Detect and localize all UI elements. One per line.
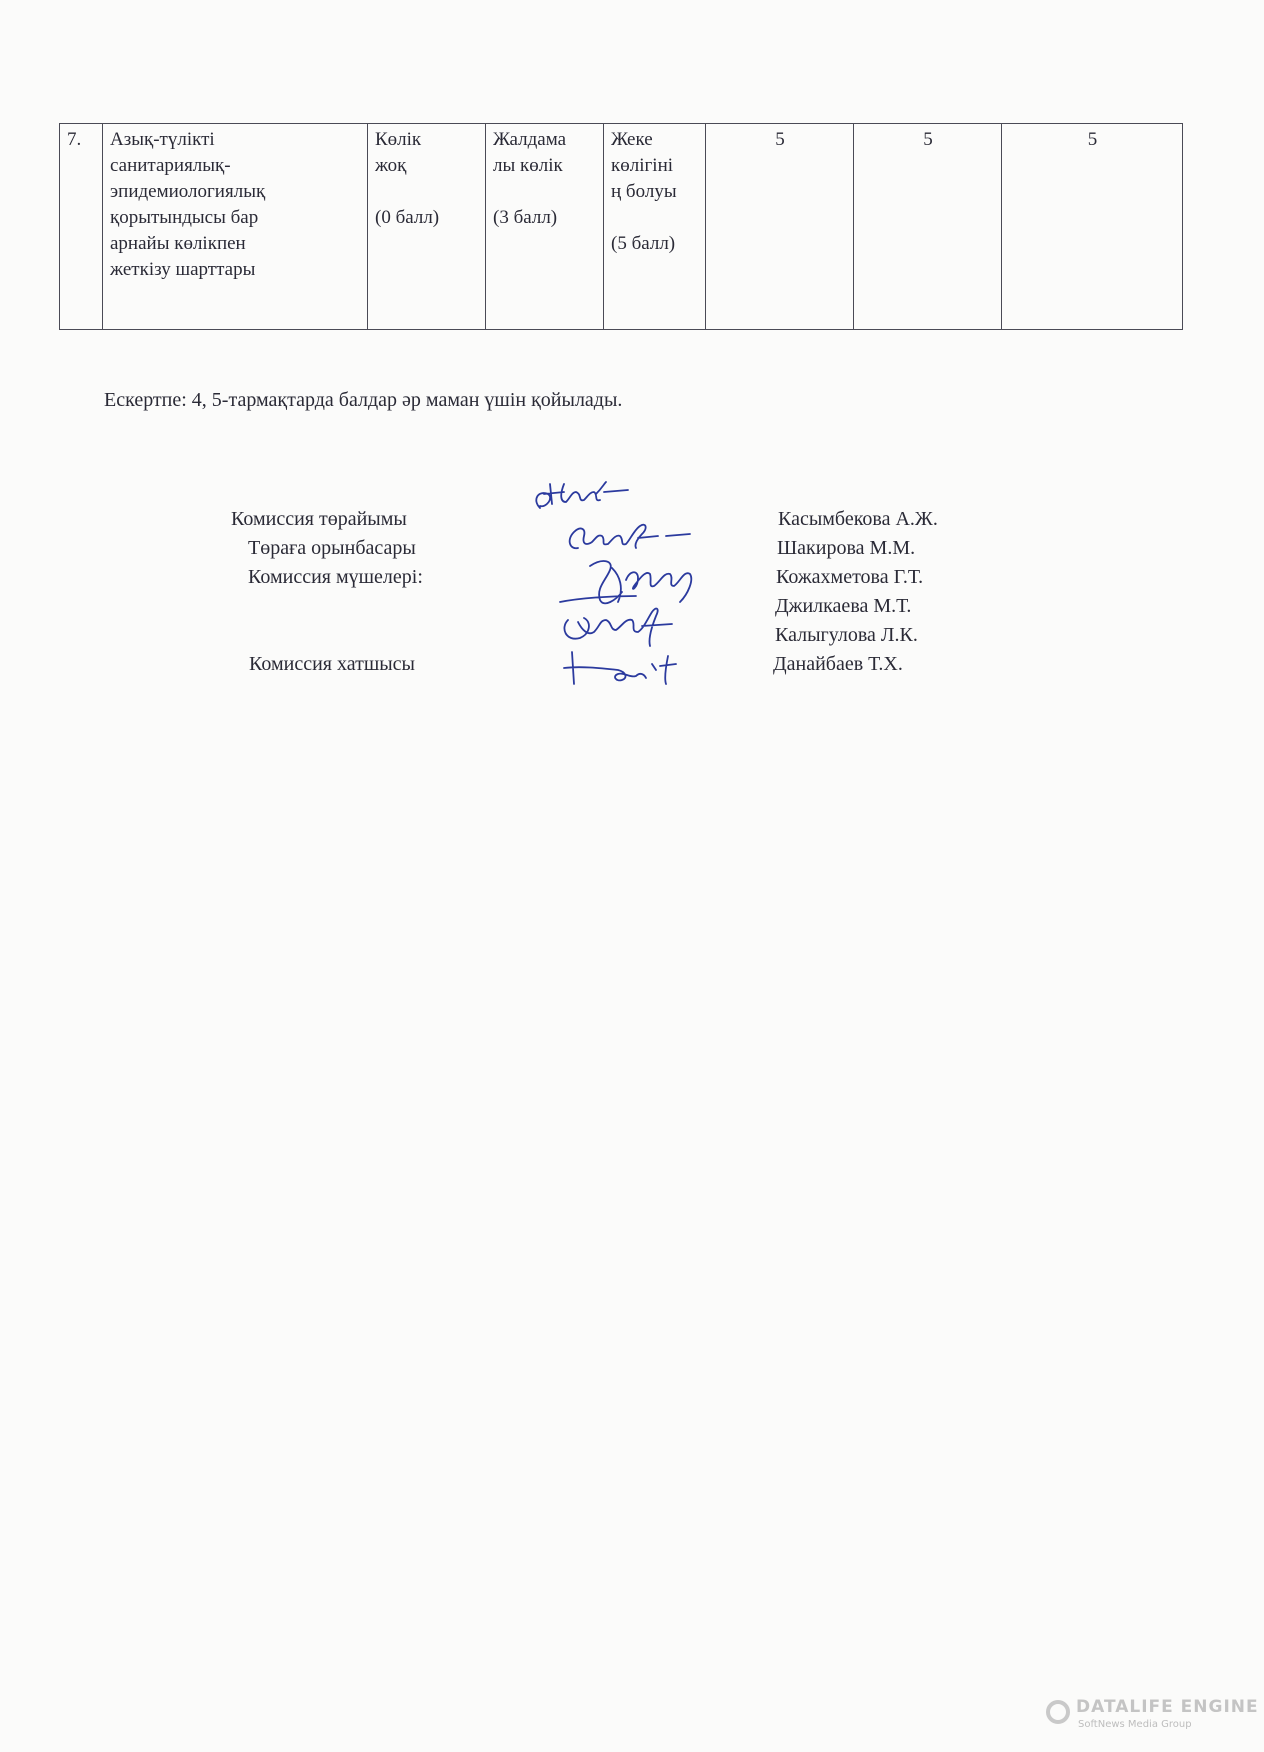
- signature-secretary: [564, 652, 676, 684]
- option-1-cell: [368, 124, 486, 330]
- member-3-name: Калыгулова Л.К.: [775, 624, 918, 646]
- signature-chair: [536, 482, 628, 508]
- member-1-name: Кожахметова Г.Т.: [776, 566, 924, 588]
- criterion-cell: [103, 124, 368, 330]
- signature-deputy: [570, 525, 690, 549]
- score-3: 5: [1087, 129, 1098, 150]
- score-1-cell: [706, 124, 854, 330]
- option-1-text: Көлік жоқ (0 балл): [375, 129, 440, 228]
- watermark-title: DATALIFE ENGINE: [1076, 1697, 1259, 1717]
- score-1: 5: [775, 129, 785, 150]
- secretary-name: Данайбаев Т.Х.: [773, 653, 903, 675]
- secretary-role: Комиссия хатшысы: [249, 653, 415, 675]
- watermark-subtitle: SoftNews Media Group: [1078, 1719, 1192, 1730]
- chair-name: Касымбекова А.Ж.: [778, 508, 938, 530]
- score-2: 5: [923, 129, 933, 150]
- deputy-name: Шакирова М.М.: [777, 537, 916, 559]
- option-2-text: Жалдама лы көлік (3 балл): [493, 129, 567, 228]
- signature-member-1: [560, 561, 691, 603]
- signature-member-2: [564, 609, 672, 646]
- criteria-table: [59, 123, 1183, 330]
- members-role: Комиссия мүшелері:: [248, 566, 423, 588]
- table-row: [60, 124, 1183, 330]
- handwritten-signatures: [530, 470, 760, 700]
- watermark: [1046, 1696, 1259, 1736]
- option-3-cell: [604, 124, 706, 330]
- deputy-role: Төраға орынбасары: [248, 537, 416, 559]
- score-2-cell: [854, 124, 1002, 330]
- circle-logo-icon: [1046, 1700, 1070, 1724]
- chair-role: Комиссия төрайымы: [231, 508, 407, 530]
- row-number-cell: [60, 124, 103, 330]
- score-3-cell: [1002, 124, 1183, 330]
- criterion-text: Азық-түлікті санитариялық- эпидемиологиялық қорытындысы бар арнайы көлікпен жеткізу шарттары: [110, 129, 266, 280]
- member-2-name: Джилкаева М.Т.: [775, 595, 912, 617]
- signature-ink: [536, 482, 691, 684]
- row-number: 7.: [67, 129, 82, 150]
- option-3-text: Жеке көлігіні ң болуы (5 балл): [611, 129, 677, 254]
- option-2-cell: [486, 124, 604, 330]
- footnote: Ескертпе: 4, 5-тармақтарда балдар әр маман үшін қойылады.: [104, 389, 623, 411]
